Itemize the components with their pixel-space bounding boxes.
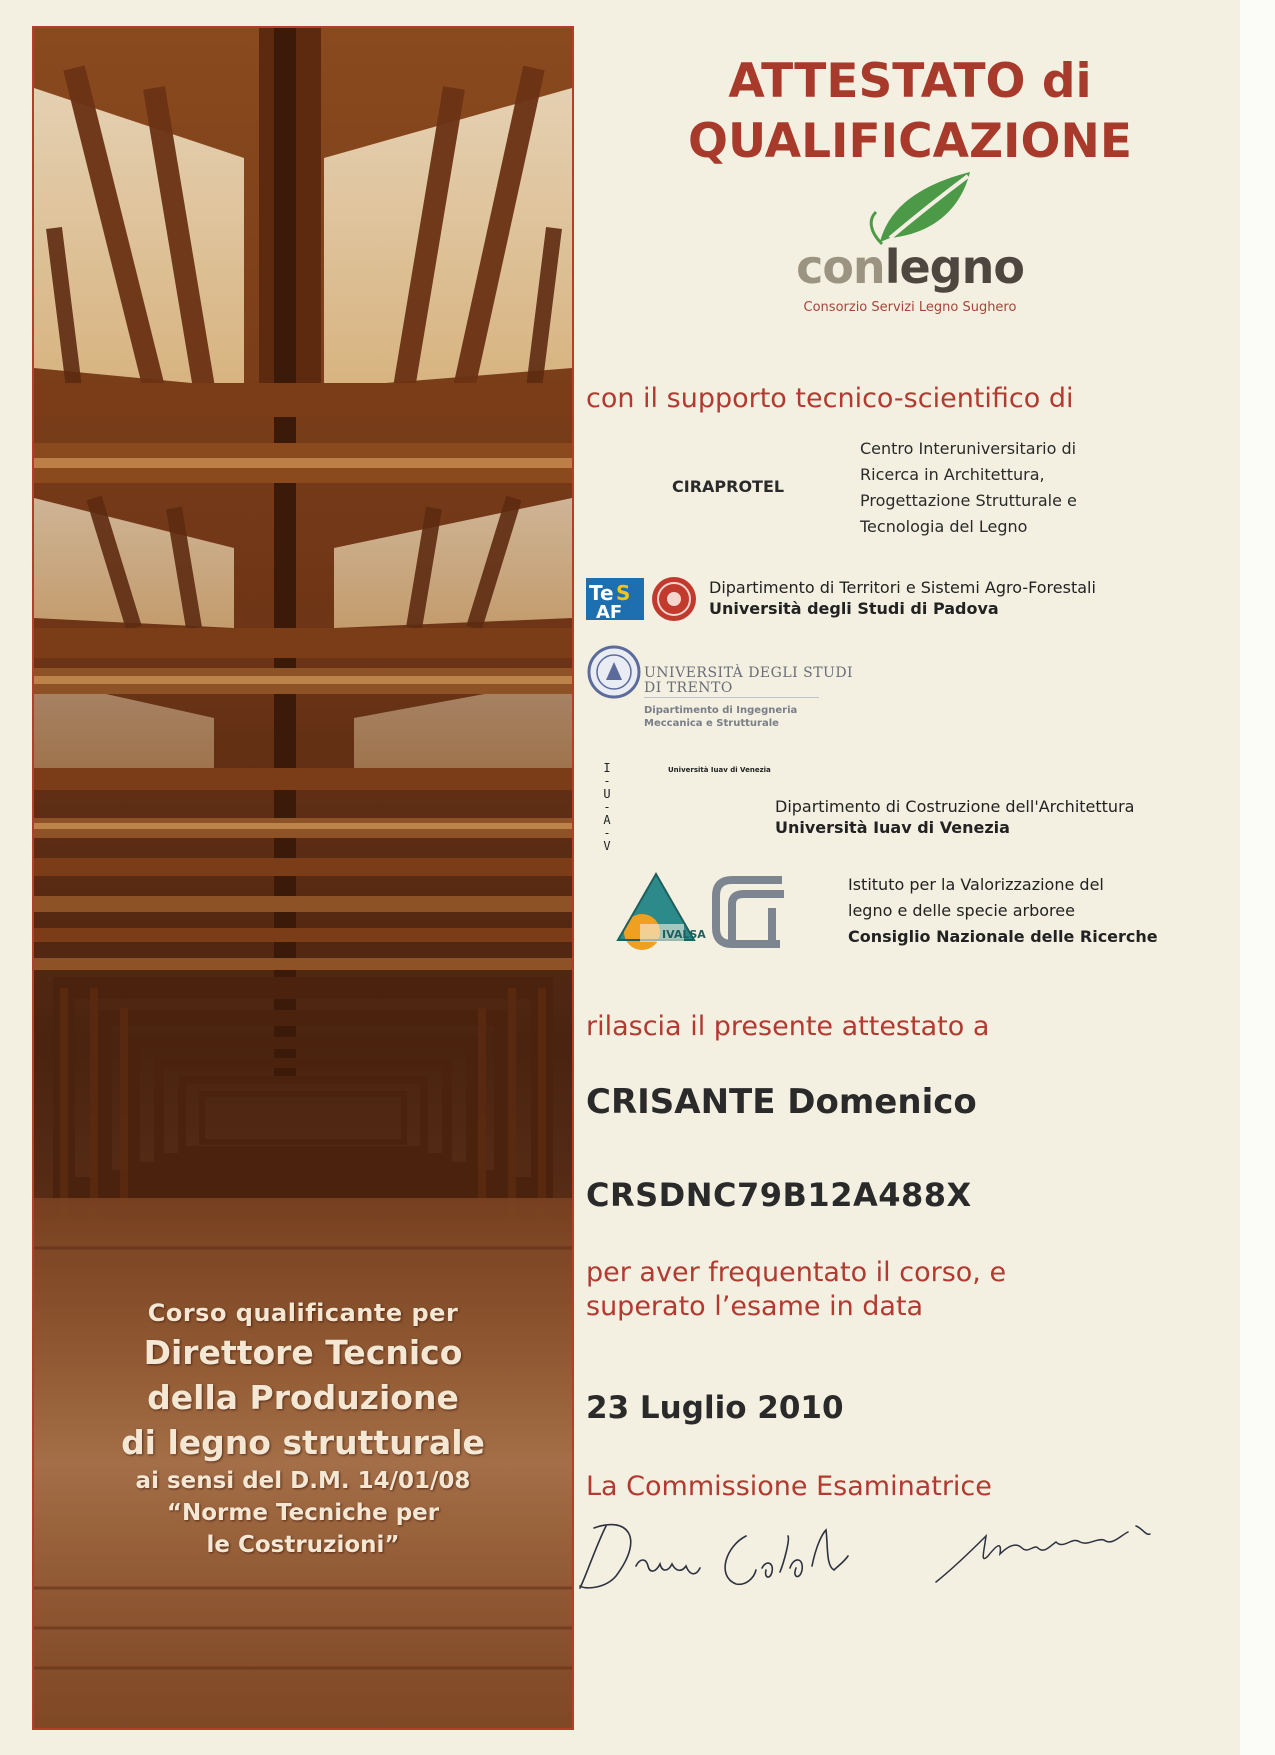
trento-divider bbox=[644, 697, 819, 698]
cnr-line-3: Consiglio Nazionale delle Ricerche bbox=[848, 927, 1158, 946]
logo-subtitle: Consorzio Servizi Legno Sughero bbox=[803, 300, 1017, 315]
course-line-6: “Norme Tecniche per bbox=[166, 1500, 440, 1526]
trento-dept-1: Dipartimento di Ingegneria bbox=[644, 705, 798, 716]
ivalsa-mark-text: IVALSA bbox=[662, 928, 706, 941]
support-heading: con il supporto tecnico-scientifico di bbox=[586, 383, 1074, 414]
ciraprotel-description bbox=[860, 436, 1077, 540]
wooden-roof-photo bbox=[32, 26, 574, 1730]
title-line-2: QUALIFICAZIONE bbox=[688, 114, 1132, 169]
cnr-line-1: Istituto per la Valorizzazione del bbox=[848, 875, 1104, 894]
conlegno-logo bbox=[780, 240, 1040, 294]
tesaf-dept: Dipartimento di Territori e Sistemi Agro-Forestali bbox=[709, 578, 1096, 597]
iuav-logo-icon bbox=[596, 762, 618, 853]
logo-word-legno: legno bbox=[884, 240, 1024, 294]
attendance-line-1: per aver frequentato il corso, e bbox=[586, 1257, 1007, 1288]
recipient-fiscal-code: CRSDNC79B12A488X bbox=[586, 1176, 972, 1214]
iuav-sep: - bbox=[603, 800, 611, 814]
handwritten-signatures bbox=[576, 1506, 1176, 1596]
cnr-line-2: legno e delle specie arboree bbox=[848, 901, 1075, 920]
iuav-letter-v: V bbox=[603, 839, 611, 853]
trento-line-2: DI TRENTO bbox=[644, 680, 733, 696]
course-line-3: della Produzione bbox=[147, 1378, 459, 1417]
svg-text:Te: Te bbox=[589, 581, 614, 605]
course-line-7: le Costruzioni” bbox=[206, 1532, 400, 1558]
iuav-text bbox=[775, 796, 1134, 838]
commission-label: La Commissione Esaminatrice bbox=[586, 1471, 992, 1502]
page-margin bbox=[1240, 0, 1275, 1755]
issue-statement: rilascia il presente attestato a bbox=[586, 1011, 990, 1042]
recipient-name: CRISANTE Domenico bbox=[586, 1082, 977, 1122]
title-line-1: ATTESTATO di bbox=[728, 54, 1092, 109]
tesaf-university: Università degli Studi di Padova bbox=[709, 599, 999, 618]
ivalsa-cnr-logo-icon bbox=[612, 868, 812, 954]
ciraprotel-name: CIRAPROTEL bbox=[672, 477, 785, 496]
course-line-5: ai sensi del D.M. 14/01/08 bbox=[135, 1468, 471, 1494]
trento-text bbox=[644, 666, 853, 730]
svg-text:S: S bbox=[616, 581, 631, 605]
iuav-university: Università Iuav di Venezia bbox=[775, 818, 1010, 837]
logo-word-con: con bbox=[796, 240, 885, 294]
trento-line-1: UNIVERSITÀ DEGLI STUDI bbox=[644, 665, 854, 681]
signature-left bbox=[580, 1525, 848, 1588]
ciraprotel-desc-1: Centro Interuniversitario di bbox=[860, 439, 1077, 458]
cnr-text bbox=[848, 872, 1158, 950]
course-line-2: Direttore Tecnico bbox=[143, 1333, 463, 1372]
attendance-line-2: superato l’esame in data bbox=[586, 1291, 924, 1322]
iuav-letter-i: I bbox=[603, 761, 611, 775]
signature-right bbox=[936, 1526, 1150, 1582]
course-line-1: Corso qualificante per bbox=[147, 1299, 459, 1327]
iuav-letter-a: A bbox=[603, 813, 611, 827]
iuav-dept: Dipartimento di Costruzione dell'Architettura bbox=[775, 797, 1135, 816]
iuav-letter-u: U bbox=[603, 787, 611, 801]
certificate-title bbox=[600, 52, 1220, 172]
ciraprotel-desc-2: Ricerca in Architettura, bbox=[860, 465, 1045, 484]
ciraprotel-desc-3: Progettazione Strutturale e bbox=[860, 491, 1077, 510]
tesaf-padova-logo-icon bbox=[586, 574, 698, 624]
course-description bbox=[34, 1296, 572, 1561]
ciraprotel-desc-4: Tecnologia del Legno bbox=[860, 517, 1028, 536]
trento-seal-icon bbox=[586, 644, 642, 700]
exam-date: 23 Luglio 2010 bbox=[586, 1390, 844, 1426]
iuav-sep: - bbox=[603, 826, 611, 840]
tesaf-text bbox=[709, 577, 1096, 619]
attendance-statement bbox=[586, 1256, 1006, 1324]
iuav-sep: - bbox=[603, 774, 611, 788]
svg-text:AF: AF bbox=[596, 602, 623, 623]
iuav-small-label: Università Iuav di Venezia bbox=[668, 766, 771, 774]
trento-dept-2: Meccanica e Strutturale bbox=[644, 718, 779, 729]
course-line-4: di legno strutturale bbox=[121, 1423, 485, 1462]
